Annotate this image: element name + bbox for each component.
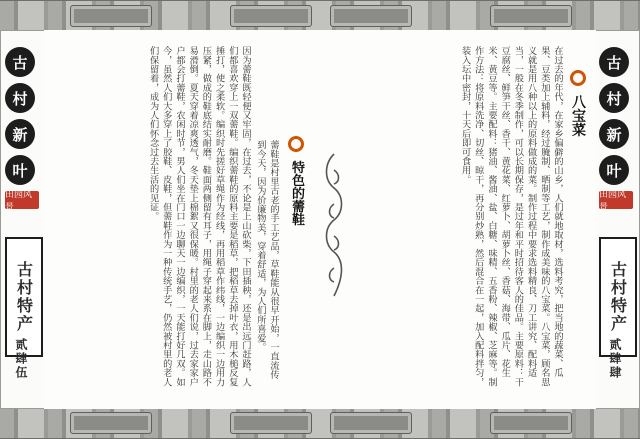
seal-char: 叶 bbox=[5, 155, 35, 185]
shoe-article-intro: 薷鞋是村里古老的手工艺品，草鞋能从很早开始，一直流传到今天，因为价廉物美，穿着舒适，为人们所喜爱。 bbox=[254, 140, 279, 380]
babao-heading-text: 八宝菜 bbox=[570, 94, 586, 137]
babao-heading bbox=[570, 70, 586, 190]
left-side-strip bbox=[0, 30, 46, 409]
right-side-strip bbox=[594, 30, 640, 409]
section-label: 古村特产 bbox=[5, 237, 43, 357]
frieze-panel bbox=[330, 412, 412, 434]
seal-char: 新 bbox=[5, 119, 35, 149]
babao-article-body: 在过去的年代，在家乡偏僻的山乡，人们就地取材，选料考究，把当地的蔬菜、瓜果、豆类加上辅料，经过腌制、晒制等工艺，制作成美味的八宝菜。八宝菜，顾名思义就是用八种以上的原料做成的菜。制作过程中要求选料精良、刀工讲究、配料适当，一般在冬季制作，可以长期保存，是过年和平时招待客人的佳品。主要原料：干豆腐丝、鲜笋干丝、香干、黄花菜、红萝卜、胡萝卜丝、香菇、海带、瓜片、花生米、黄豆等。主要配料：猪油、酱油、盐、白糖、味精、五香粉、辣椒、芝麻等。制作方法：将原料洗净、切丝、晾干，再分别炒熟，然后混合在一起，加入配料拌匀，装入坛中密封，十天后即可食用。 bbox=[459, 46, 563, 387]
shoe-heading bbox=[288, 136, 304, 276]
book-seal bbox=[599, 47, 633, 213]
scroll-ornament-icon bbox=[320, 150, 348, 300]
top-frieze bbox=[0, 0, 640, 32]
seal-char: 新 bbox=[599, 119, 629, 149]
frieze-panel bbox=[230, 412, 312, 434]
frieze-panel bbox=[70, 5, 152, 27]
frieze-panel bbox=[70, 412, 152, 434]
frieze-panel bbox=[230, 5, 312, 27]
seal-char: 村 bbox=[5, 83, 35, 113]
page-number-right: 贰肆肆 bbox=[608, 338, 622, 380]
seal-char: 古 bbox=[5, 47, 35, 77]
shoe-article-body: 因为薷鞋既轻便又牢固，在过去，不论是上山砍柴，下田插秧，还是出远门赶路，人们都喜欢穿上一双薷鞋。编织薷鞋的原料主要是稻草，把稻草去掉叶衣，用木槌反复捶打，使之柔软。编织时先搓好草绳作为经线，再用稻草作纬线，一边编织一边用力压紧，做成的鞋底结实耐磨。鞋面两侧留有耳子，用绳子穿起来系在脚上，走山路不易滑倒。夏天穿着凉爽透气，冬天垫上棉絮又很保暖。村里的老人们说，过去家家户户都会打薷鞋，农闲时节，男人们坐在门口一边聊天一边编织，一天能打好几双。如今，虽然人们大多穿上了胶鞋、皮鞋，但薷鞋作为一种传统手艺，仍然被村里的老人们保留着，成为人们怀念过去生活的见证。 bbox=[147, 46, 251, 387]
series-tag: 田园风景 bbox=[599, 191, 633, 209]
seal-char: 古 bbox=[599, 47, 629, 77]
frieze-panel bbox=[490, 412, 572, 434]
left-page bbox=[44, 30, 321, 409]
series-tag: 田园风景 bbox=[5, 191, 39, 209]
seal-char: 村 bbox=[599, 83, 629, 113]
heading-bullet-icon bbox=[570, 70, 586, 86]
bottom-frieze bbox=[0, 407, 640, 439]
heading-bullet-icon bbox=[288, 136, 304, 152]
frieze-panel bbox=[490, 5, 572, 27]
shoe-heading-text: 特色的薷鞋 bbox=[289, 160, 304, 226]
right-page bbox=[320, 30, 596, 409]
seal-char: 叶 bbox=[599, 155, 629, 185]
book-seal bbox=[5, 47, 39, 213]
frieze-panel bbox=[330, 5, 412, 27]
section-label: 古村特产 bbox=[599, 237, 637, 357]
page-number-left: 贰肆伍 bbox=[14, 338, 28, 380]
